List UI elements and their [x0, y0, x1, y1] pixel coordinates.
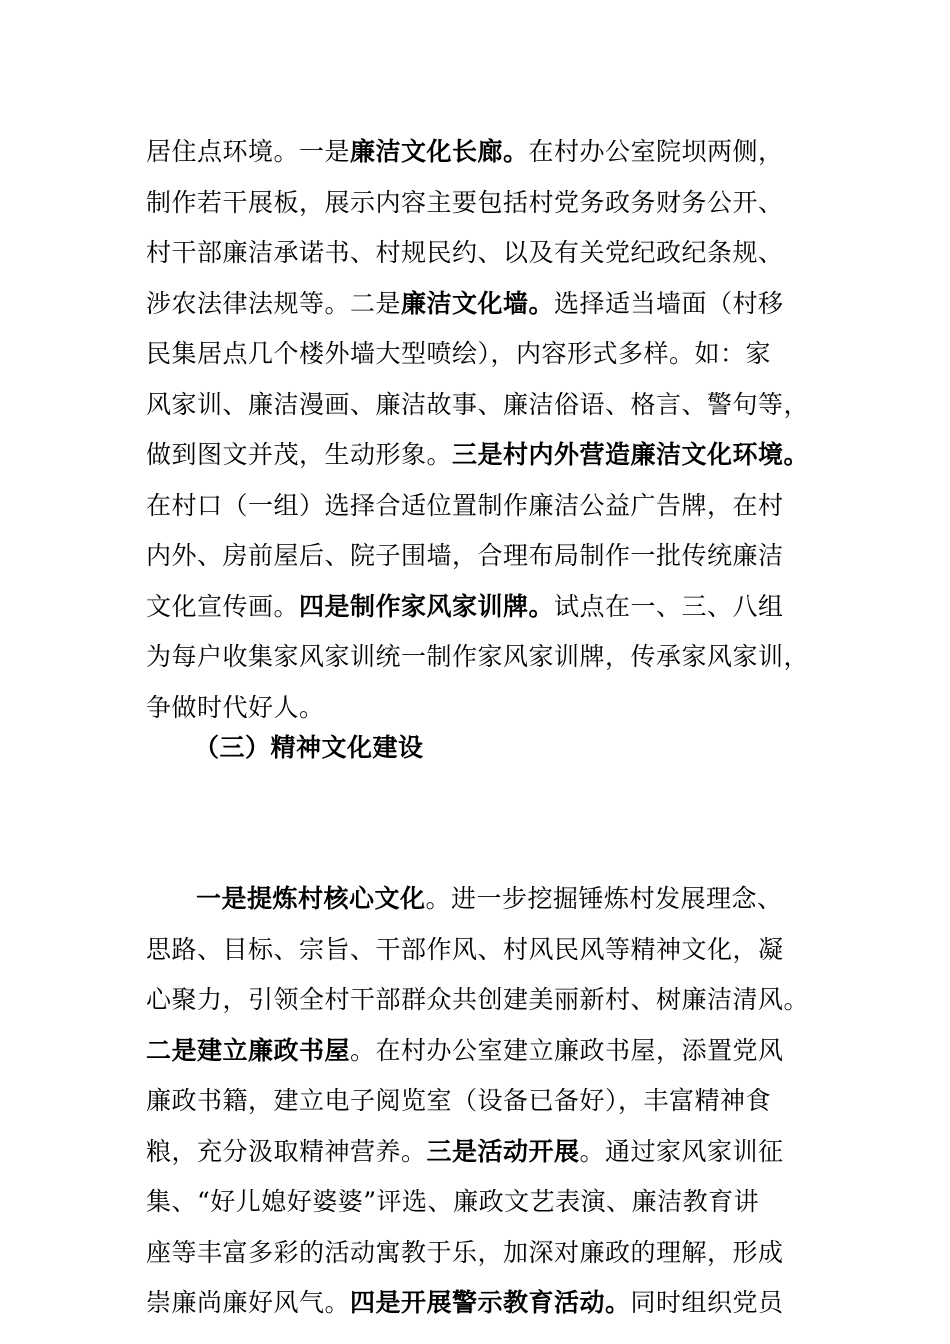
text-run: 座等丰富多彩的活动寓教于乐，加深对廉政的理解，形成 — [146, 1237, 784, 1267]
text-run: 民集居点几个楼外墙大型喷绘），内容形式多样。如：家 — [146, 339, 772, 368]
bold-phrase: 廉洁文化长廊。 — [350, 137, 529, 166]
text-line — [146, 582, 806, 633]
text-line — [146, 632, 810, 683]
text-run: 争做时代好人。 — [146, 692, 325, 722]
text-run: 崇廉尚廉好风气。 — [146, 1288, 351, 1317]
text-run: 内外、房前屋后、院子围墙，合理布局制作一批传统廉洁 — [146, 541, 784, 570]
text-run: 。进一步挖掘锤炼村发展理念、 — [425, 884, 783, 913]
text-line — [146, 1228, 806, 1279]
text-run: 思路、目标、宗旨、干部作风、村风民风等精神文化，凝 — [146, 934, 784, 964]
text-run: 在村口（一组）选择合适位置制作廉洁公益广告牌，在村 — [146, 490, 784, 520]
text-run: 文化宣传画。 — [146, 591, 300, 621]
text-run: 同时组织党员 — [630, 1288, 784, 1317]
bold-phrase: 四是开展警示教育活动。 — [350, 1288, 631, 1317]
text-run: 粮，充分汲取精神营养。 — [146, 1136, 427, 1166]
text-run: 风家训、廉洁漫画、廉洁故事、廉洁俗语、格言、警句等， — [146, 389, 810, 419]
text-line — [146, 531, 806, 582]
text-line — [146, 1127, 806, 1178]
text-line — [146, 481, 806, 532]
text-line — [146, 1076, 806, 1127]
text-run: 涉农法律法规等。二是 — [146, 288, 402, 318]
text-line — [146, 1026, 806, 1077]
paragraph-spiritual-culture — [146, 874, 810, 1329]
text-run: 村干部廉洁承诺书、村规民约、以及有关党纪政纪条规、 — [146, 238, 784, 267]
text-run: 集、“好儿媳好婆婆”评选、廉政文艺表演、廉洁教育讲 — [146, 1187, 760, 1216]
bold-phrase: 三是活动开展 — [426, 1136, 580, 1166]
text-line — [146, 975, 810, 1026]
text-run: 居住点环境。一是 — [146, 137, 351, 166]
bold-phrase: 廉洁文化墙。 — [401, 288, 555, 318]
bold-phrase: 一是提炼村核心文化 — [196, 884, 426, 913]
text-line — [146, 1278, 806, 1329]
text-line — [146, 329, 806, 380]
text-run: 试点在一、三、八组 — [554, 591, 784, 621]
text-line — [146, 228, 806, 279]
text-run: 心聚力，引领全村干部群众共创建美丽新村、树廉洁清风。 — [146, 985, 810, 1014]
text-line — [146, 279, 806, 330]
text-line — [146, 178, 806, 229]
text-run: 制作若干展板，展示内容主要包括村党务政务财务公开、 — [146, 187, 784, 217]
section-heading-spiritual-culture: （三）精神文化建设 — [194, 733, 424, 762]
text-line — [146, 925, 806, 976]
paragraph-integrity-culture — [146, 127, 810, 733]
text-line — [146, 380, 810, 431]
bold-phrase: 三是村内外营造廉洁文化环境。 — [452, 440, 810, 469]
text-run: 。通过家风家训征 — [579, 1136, 784, 1166]
text-line — [146, 430, 810, 481]
bold-phrase: 四是制作家风家训牌。 — [299, 591, 555, 621]
text-line — [146, 127, 806, 178]
text-run: 做到图文并茂，生动形象。 — [146, 440, 453, 469]
text-run: 在村办公室院坝两侧， — [528, 137, 784, 166]
text-line — [146, 874, 806, 925]
text-run: 为每户收集家风家训统一制作家风家训牌，传承家风家训， — [146, 642, 810, 671]
bold-phrase: 二是建立廉政书屋 — [146, 1035, 351, 1065]
text-line — [146, 1177, 806, 1228]
text-run: 。在村办公室建立廉政书屋，添置党风 — [350, 1035, 784, 1065]
text-run: 选择适当墙面（村移 — [554, 288, 784, 318]
text-run: 廉政书籍，建立电子阅览室（设备已备好），丰富精神食 — [146, 1086, 772, 1115]
